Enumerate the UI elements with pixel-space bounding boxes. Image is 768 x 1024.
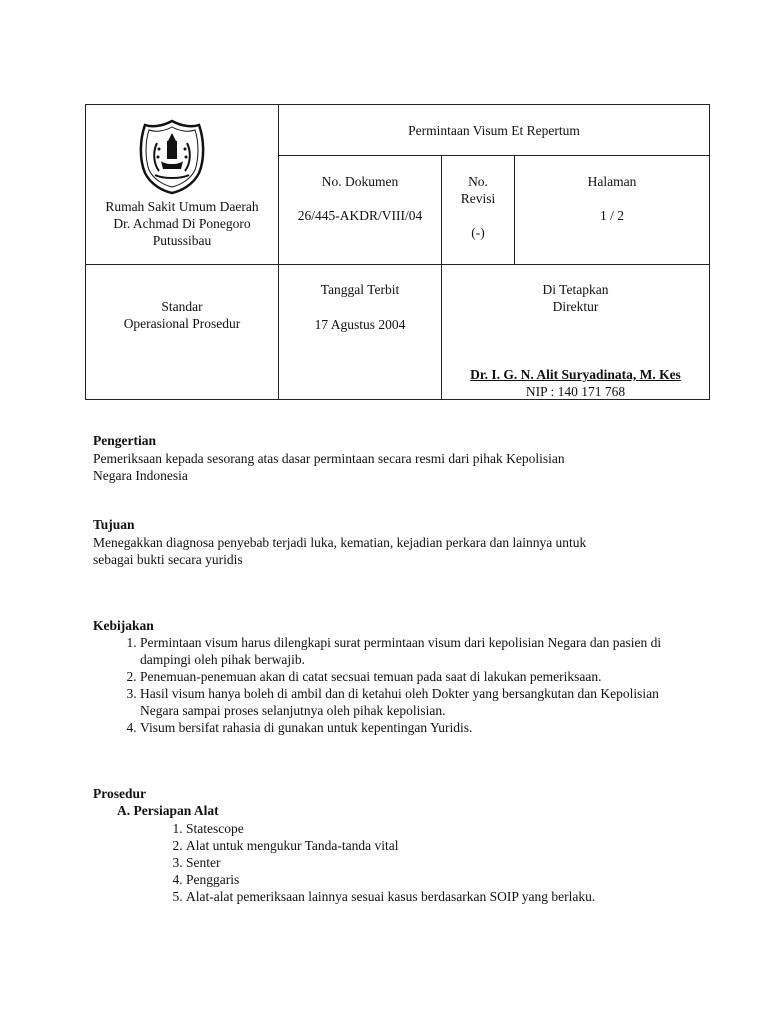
signer-nip: NIP : 140 171 768	[525, 384, 626, 399]
pengertian-line1: Pemeriksaan kepada sesorang atas dasar permintaan secara resmi dari pihak Kepolisian	[93, 451, 565, 466]
tujuan-text	[93, 534, 586, 568]
revision-value: (-)	[471, 225, 485, 240]
revision-label-line1: No.	[468, 174, 488, 189]
pengertian-line2: Negara Indonesia	[93, 468, 188, 483]
list-item: 3. Hasil visum hanya boleh di ambil dan di ketahui oleh Dokter yang bersangkutan dan Kepolisian Negara sampai proses selanjutnya oleh pihak kepolisian.	[140, 685, 680, 719]
tujuan-line2: sebagai bukti secara yuridis	[93, 552, 243, 567]
subheading-persiapan-alat: A. Persiapan Alat	[117, 803, 219, 818]
list-item: 2. Alat untuk mengukur Tanda-tanda vital	[186, 837, 706, 854]
issue-date-value: 17 Agustus 2004	[314, 317, 406, 332]
signature-block	[442, 366, 709, 400]
hospital-name-line1: Rumah Sakit Umum Daerah	[105, 199, 259, 214]
list-item: 2. Penemuan-penemuan akan di catat secsuai temuan pada saat di lakukan pemeriksaan.	[140, 668, 740, 685]
hospital-name-line2: Dr. Achmad Di Ponegoro	[113, 216, 251, 231]
signer-name: Dr. I. G. N. Alit Suryadinata, M. Kes	[470, 367, 681, 382]
table-divider-col1	[278, 104, 279, 400]
section-title-pengertian: Pengertian	[93, 433, 156, 448]
table-border-top	[85, 104, 710, 105]
issue-date-label: Tanggal Terbit	[320, 282, 400, 297]
document-number-value: 26/445-AKDR/VIII/04	[297, 208, 423, 223]
set-by-line2: Direktur	[552, 299, 599, 314]
section-title-prosedur: Prosedur	[93, 786, 146, 801]
tools-list	[140, 820, 706, 905]
table-divider-middle	[85, 264, 710, 265]
list-item: 1. Statescope	[186, 820, 706, 837]
section-title-tujuan: Tujuan	[93, 517, 135, 532]
pengertian-text	[93, 450, 565, 484]
standard-label-line1: Standar	[161, 299, 203, 314]
set-by-block	[442, 281, 709, 315]
section-title-kebijakan: Kebijakan	[93, 618, 154, 633]
list-item: 5. Alat-alat pemeriksaan lainnya sesuai kasus berdasarkan SOIP yang berlaku.	[186, 888, 706, 905]
page-value: 1 / 2	[599, 208, 624, 223]
table-divider-title	[278, 155, 710, 156]
table-border-right	[709, 104, 710, 400]
list-item: 4. Visum bersifat rahasia di gunakan untuk kepentingan Yuridis.	[140, 719, 740, 736]
table-border-left	[85, 104, 86, 400]
revision-label-line2: Revisi	[460, 191, 496, 206]
standard-label	[86, 298, 278, 332]
standard-label-line2: Operasional Prosedur	[123, 316, 241, 331]
revision-label	[442, 173, 514, 207]
list-item: 3. Senter	[186, 854, 706, 871]
hospital-name	[86, 198, 278, 249]
page-label: Halaman	[587, 174, 637, 189]
document-title: Permintaan Visum Et Repertum	[408, 123, 580, 138]
hospital-name-line3: Putussibau	[152, 233, 212, 248]
document-number-label: No. Dokumen	[321, 174, 399, 189]
kebijakan-list	[93, 634, 740, 736]
list-item: 1. Permintaan visum harus dilengkapi surat permintaan visum dari kepolisian Negara dan pasien di dampingi oleh pihak berwajib.	[140, 634, 680, 668]
tujuan-line1: Menegakkan diagnosa penyebab terjadi luka, kematian, kejadian perkara dan lainnya untuk	[93, 535, 587, 550]
list-item: 4. Penggaris	[186, 871, 706, 888]
regional-emblem-icon	[137, 119, 207, 195]
set-by-line1: Di Tetapkan	[542, 282, 609, 297]
